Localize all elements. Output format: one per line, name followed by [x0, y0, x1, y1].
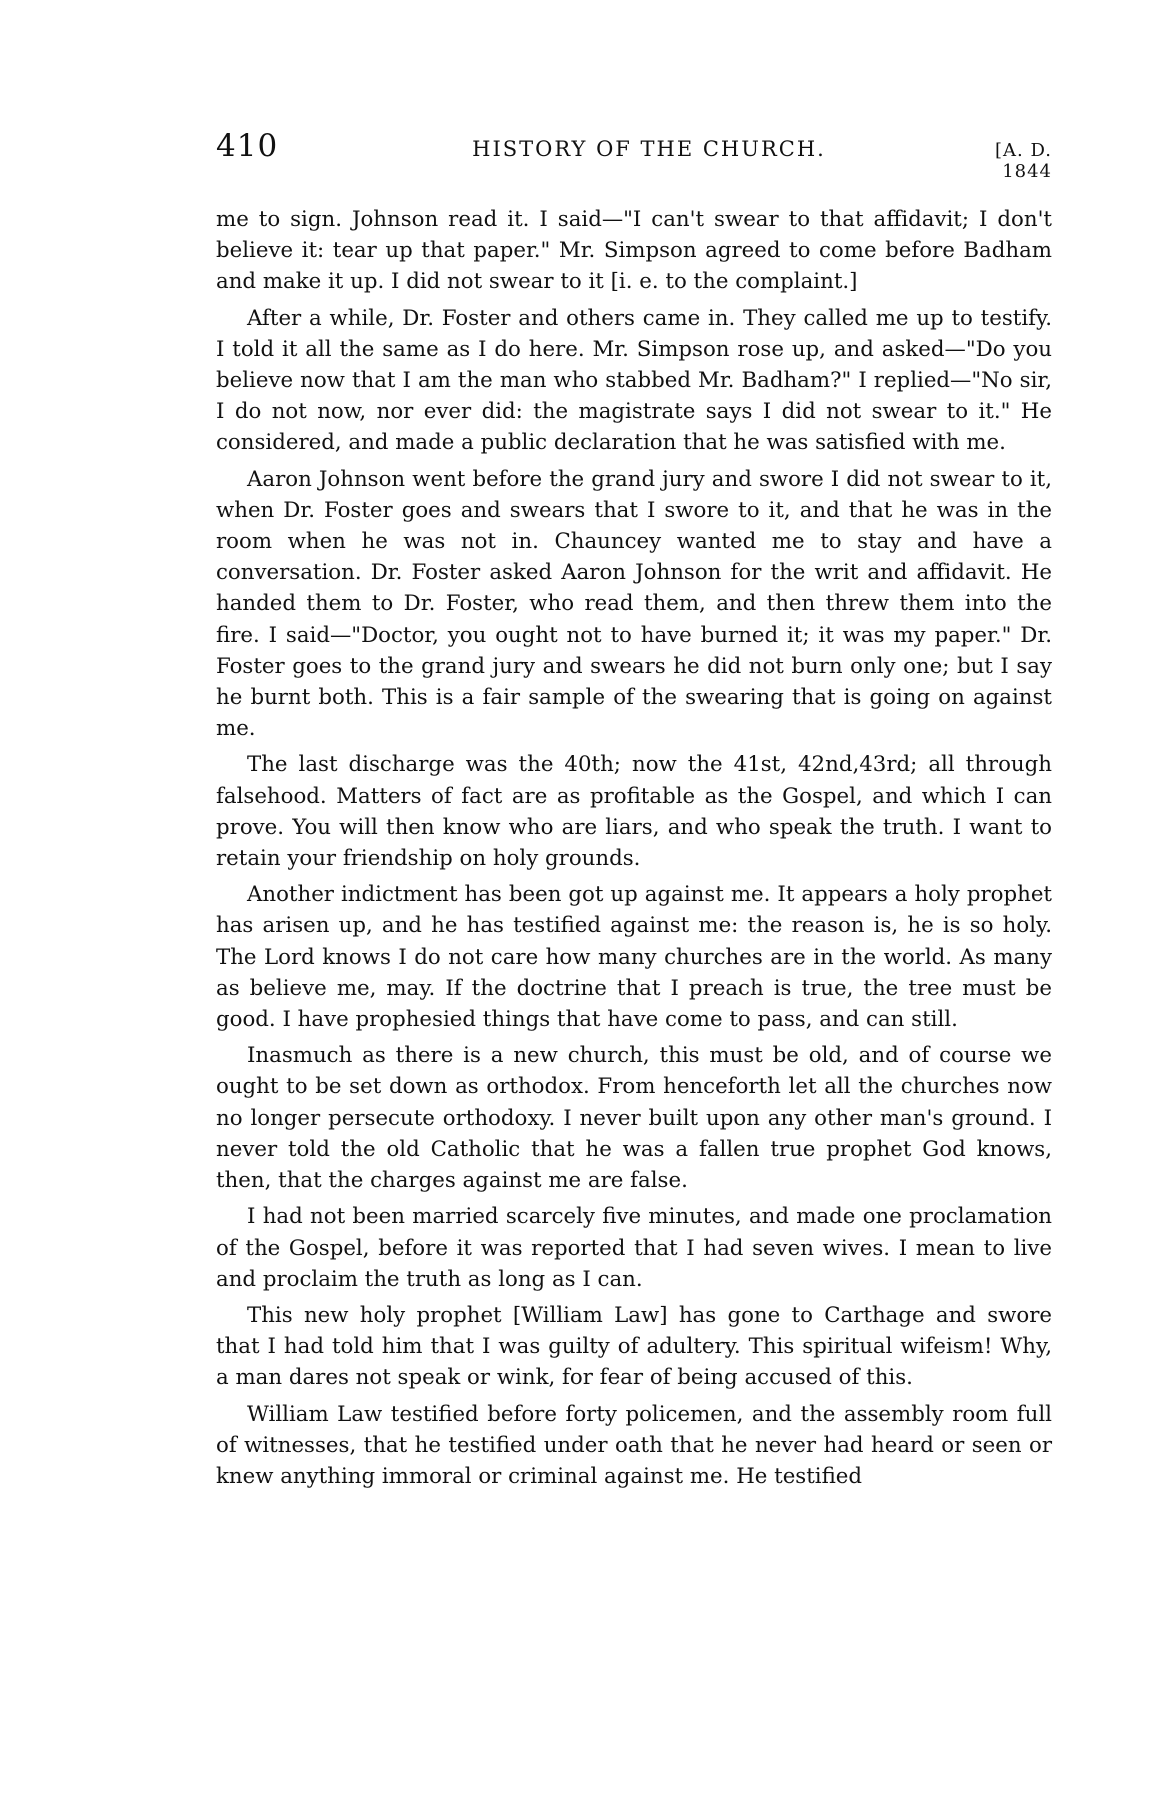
paragraph: me to sign. Johnson read it. I said—"I can't swear to that affidavit; I don't believe it: tear up that paper." Mr. Simpson agreed to come before Badham and make it up. I did not swear to it [i. e. to the complaint.]	[216, 207, 1052, 295]
paragraph: Inasmuch as there is a new church, this must be old, and of course we ought to be set down as orthodox. From henceforth let all the churches now no longer persecute orthodoxy. I never built upon any other man's ground. I never told the old Catholic that he was a fallen true prophet God knows, then, that the charges against me are false.	[216, 1043, 1052, 1194]
page-number: 410	[216, 128, 279, 164]
paragraph: This new holy prophet [William Law] has gone to Carthage and swore that I had told him that I was guilty of adultery. This spiritual wifeism! Why, a man dares not speak or wink, for fear of being accused of this.	[216, 1302, 1052, 1391]
page-header	[216, 128, 1052, 182]
body-text	[216, 204, 1052, 1492]
year-marker: [A. D. 1844	[995, 140, 1052, 182]
paragraph: Another indictment has been got up against me. It appears a holy prophet has arisen up, and he has testified against me: the reason is, he is so holy. The Lord knows I do not care how many churches are in the world. As many as believe me, may. If the doctrine that I preach is true, the tree must be good. I have prophesied things that have come to pass, and can still.	[216, 882, 1052, 1033]
paragraph: The last discharge was the 40th; now the 41st, 42nd,43rd; all through falsehood. Matters of fact are as profitable as the Gospel, and which I can prove. You will then know who are liars, and who speak the truth. I want to retain your friendship on holy grounds.	[216, 752, 1052, 872]
paragraph: William Law testified before forty policemen, and the assembly room full of witnesses, that he testified under oath that he never had heard or seen or knew anything immoral or criminal against me. He testified	[216, 1401, 1052, 1489]
paragraph: I had not been married scarcely five minutes, and made one proclamation of the Gospel, before it was reported that I had seven wives. I mean to live and proclaim the truth as long as I can.	[216, 1204, 1052, 1292]
paragraph: After a while, Dr. Foster and others came in. They called me up to testify. I told it all the same as I do here. Mr. Simpson rose up, and asked—"Do you believe now that I am the man who stabbed Mr. Badham?" I replied—"No sir, I do not now, nor ever did: the magistrate says I did not swear to it." He considered, and made a public declaration that he was satisfied with me.	[216, 305, 1052, 456]
paragraph: Aaron Johnson went before the grand jury and swore I did not swear to it, when Dr. Foster goes and swears that I swore to it, and that he was in the room when he was not in. Chauncey wanted me to stay and have a conversation. Dr. Foster asked Aaron Johnson for the writ and affidavit. He handed them to Dr. Foster, who read them, and then threw them into the fire. I said—"Doctor, you ought not to have burned it; it was my paper." Dr. Foster goes to the grand jury and swears he did not burn only one; but I say he burnt both. This is a fair sample of the swearing that is going on against me.	[216, 466, 1052, 742]
book-page	[216, 128, 1052, 1497]
running-title: HISTORY OF THE CHURCH.	[472, 137, 826, 161]
